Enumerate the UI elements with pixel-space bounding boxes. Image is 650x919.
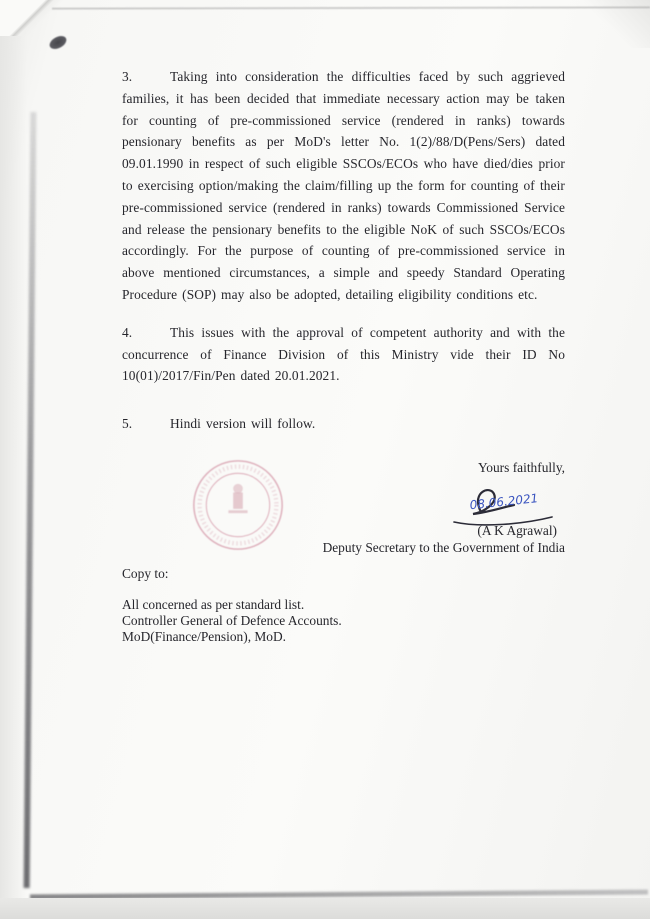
paragraph-5-number: 5. <box>122 416 133 432</box>
scanner-background-strip <box>0 898 650 919</box>
paragraph-5-text: Hindi version will follow. <box>170 416 316 432</box>
copy-to-label: Copy to: <box>122 566 169 581</box>
paragraph-3-text: Taking into consideration the difficulties faced by such aggrieved families, it has been decided that immediate necessary action may be taken for counting of pre-commissioned service (rendered in ranks) towards pensionary benefits as per MoD's letter No. 1(2)/88/D(Pens/Sers) dated 09.01.1990 in respect of such eligible SSCOs/ECOs who have died/dies prior to exercising option/making the claim/filling up the form for counting of their pre-commissioned service (rendered in ranks) towards Commissioned Service and release the pensionary benefits to the eligible NoK of such SSCOs/ECOs accordingly. For the purpose of counting of pre-commissioned service in above mentioned circumstances, a simple and speedy Standard Operating Procedure (SOP) may also be adopted, detailing eligibility conditions etc. <box>122 69 565 302</box>
paragraph-3-number: 3. <box>122 69 133 84</box>
paragraph-4-number: 4. <box>122 324 133 340</box>
paragraph-4 <box>122 322 565 387</box>
official-round-stamp <box>190 457 286 553</box>
hole-punch-mark <box>47 33 68 51</box>
salutation: Yours faithfully, <box>477 460 565 475</box>
paper-top-edge-line <box>52 6 650 9</box>
signatory-designation: Deputy Secretary to the Government of India <box>322 540 565 555</box>
paragraph-4-text: This issues with the approval of competent authority and with the concurrence of Finance Division of this Ministry vide their ID No 10(01)/2017/Fin/Pen dated 20.01.2021. <box>122 324 565 384</box>
left-margin-shadow <box>0 0 27 919</box>
paragraph-5 <box>122 413 565 435</box>
copy-item-1: All concerned as per standard list. <box>122 597 305 612</box>
letter-body <box>122 66 565 451</box>
copy-to-list <box>122 597 342 644</box>
torn-corner-top-left <box>0 0 66 36</box>
paragraph-3 <box>122 66 565 306</box>
signatory-name: (A K Agrawal) <box>477 523 557 538</box>
copy-item-3: MoD(Finance/Pension), MoD. <box>122 628 287 644</box>
copy-item-2: Controller General of Defence Accounts. <box>122 612 342 628</box>
signature-date: 08.06.2021 <box>469 491 539 513</box>
